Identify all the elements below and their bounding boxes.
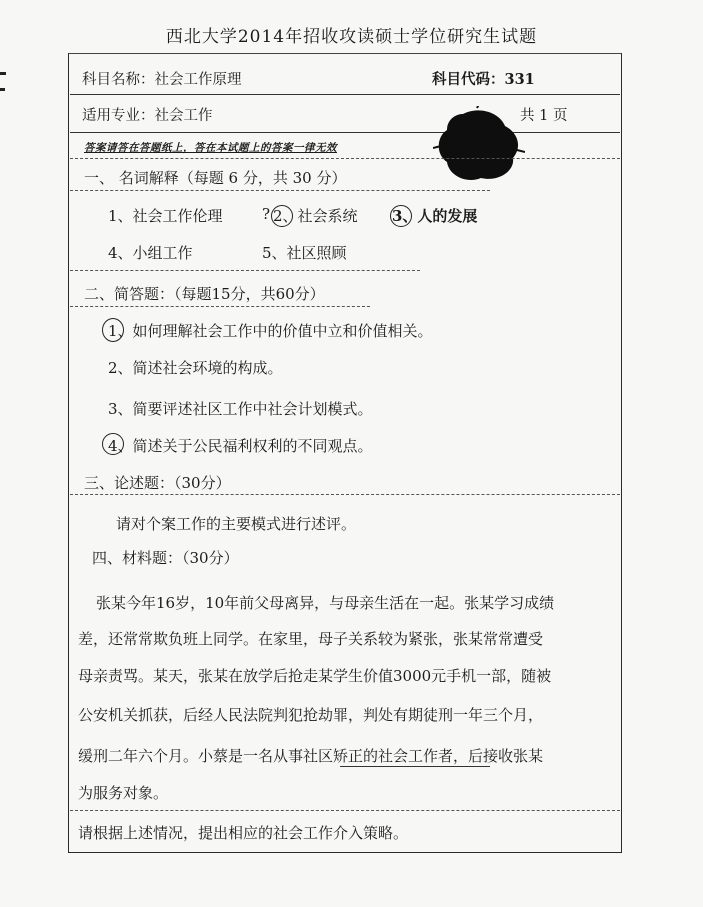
subject-code: 科目代码：331 bbox=[432, 71, 535, 88]
term-2: 2、社会系统 bbox=[273, 207, 358, 225]
short-question-2: 2、简述社会环境的构成。 bbox=[108, 359, 283, 377]
section-3-divider bbox=[70, 494, 620, 495]
subject-name: 科目名称：社会工作原理 bbox=[82, 72, 242, 88]
case-line-6: 为服务对象。 bbox=[78, 784, 169, 802]
term-4: 4、小组工作 bbox=[108, 244, 193, 262]
case-line-2: 差，还常常欺负班上同学。在家里，母子关系较为紧张，张某常常遭受 bbox=[78, 630, 544, 648]
answer-instruction: 答案请答在答题纸上，答在本试题上的答案一律无效 bbox=[84, 142, 337, 154]
essay-question: 请对个案工作的主要模式进行述评。 bbox=[116, 515, 357, 533]
ink-blot-mark bbox=[433, 106, 525, 184]
circle-mark-q4 bbox=[102, 433, 124, 455]
case-line-4: 公安机关抓获，后经人民法院判犯抢劫罪，判处有期徒刑一年三个月， bbox=[78, 706, 544, 724]
exam-title: 西北大学2014年招收攻读硕士学位研究生试题 bbox=[165, 27, 538, 47]
case-divider bbox=[70, 810, 620, 811]
page-count: 共 1 页 bbox=[520, 108, 568, 124]
scan-mark bbox=[0, 72, 6, 75]
term-5: 5、社区照顾 bbox=[262, 244, 347, 262]
section-4-heading: 四、材料题：（30分） bbox=[92, 549, 239, 567]
major-divider bbox=[70, 132, 620, 133]
section-1-divider bbox=[70, 190, 490, 191]
short-question-1: 1、如何理解社会工作中的价值中立和价值相关。 bbox=[108, 322, 433, 340]
case-line-1: 张某今年16岁，10年前父母离异，与母亲生活在一起。张某学习成绩 bbox=[96, 594, 555, 612]
short-question-3: 3、简要评述社区工作中社会计划模式。 bbox=[108, 400, 373, 418]
case-line-3: 母亲责骂。某天，张某在放学后抢走某学生价值3000元手机一部，随被 bbox=[78, 667, 552, 685]
circle-mark-term-2 bbox=[271, 205, 293, 227]
term-divider bbox=[70, 270, 420, 271]
term-1: 1、社会工作伦理 bbox=[108, 207, 223, 225]
instruction-divider bbox=[70, 158, 620, 159]
applicable-major: 适用专业：社会工作 bbox=[82, 108, 213, 124]
scan-mark bbox=[0, 88, 5, 91]
underline-mark bbox=[340, 766, 490, 767]
section-2-divider bbox=[70, 306, 370, 307]
section-2-heading: 二、简答题：（每题15分，共60分） bbox=[84, 285, 325, 303]
section-1-heading: 一、 名词解释（每题 6 分，共 30 分） bbox=[84, 169, 347, 187]
circle-mark-q1 bbox=[102, 318, 124, 342]
section-3-heading: 三、论述题：（30分） bbox=[84, 474, 231, 492]
case-task: 请根据上述情况，提出相应的社会工作介入策略。 bbox=[78, 824, 409, 842]
case-line-5: 缓刑二年六个月。小蔡是一名从事社区矫正的社会工作者，后接收张某 bbox=[78, 747, 544, 765]
header-divider bbox=[70, 94, 620, 95]
circle-mark-term-3 bbox=[390, 205, 412, 227]
term-3: 3、人的发展 bbox=[392, 207, 478, 225]
short-question-4: 4、简述关于公民福利权利的不同观点。 bbox=[108, 437, 373, 455]
question-mark: ? bbox=[262, 205, 271, 223]
